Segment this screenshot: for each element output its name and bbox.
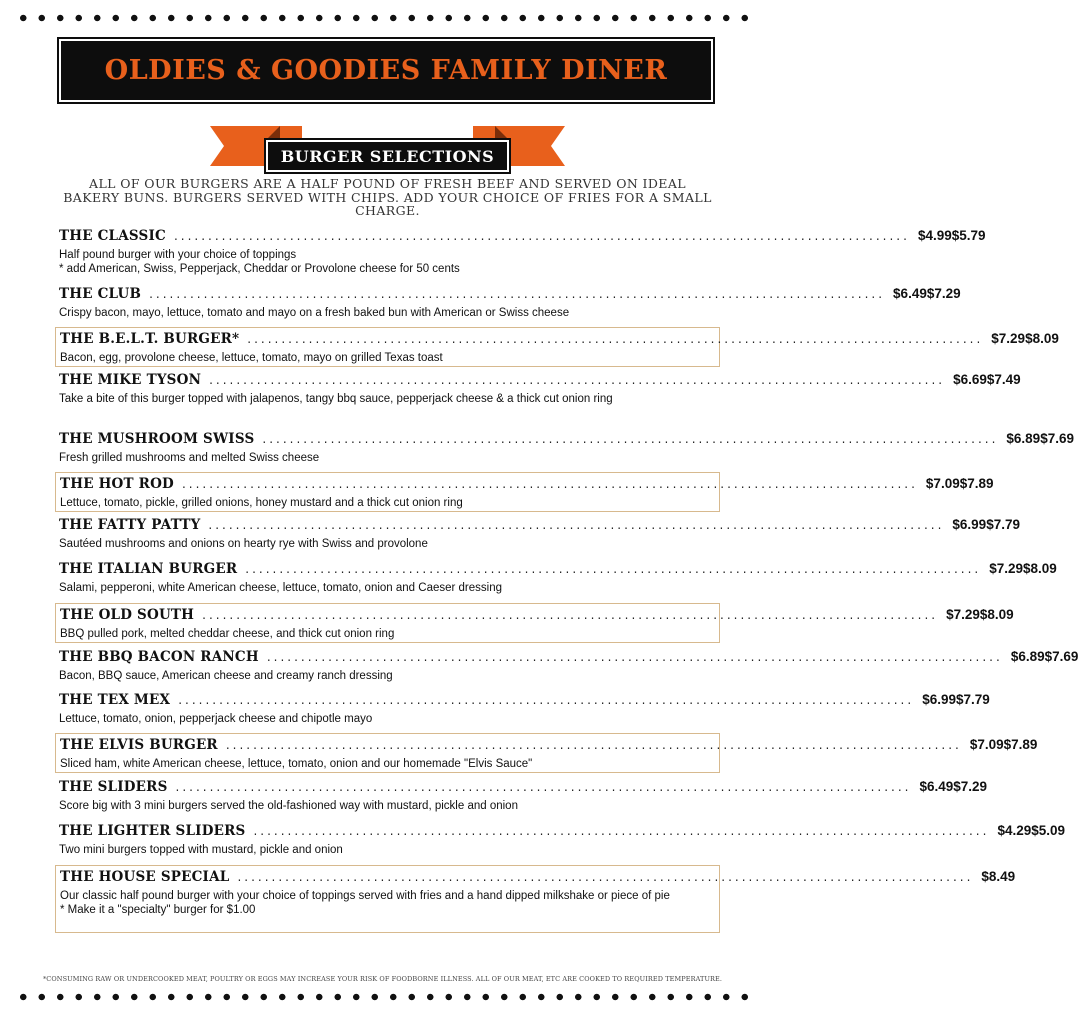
- bottom-dot-border: [14, 993, 754, 1001]
- menu-item-header: [60, 737, 1038, 755]
- dot-leader: ............................................................................................................: [237, 870, 974, 884]
- item-name: THE HOT ROD: [60, 476, 174, 492]
- dot-leader: ............................................................................................................: [173, 229, 910, 243]
- menu-item: [55, 372, 1021, 422]
- item-description: Fresh grilled mushrooms and melted Swiss cheese: [59, 452, 320, 464]
- double-price: $7.79: [955, 692, 990, 707]
- menu-item: [55, 865, 1016, 933]
- dot-leader: ............................................................................................................: [209, 373, 946, 387]
- dot-leader: ............................................................................................................: [253, 824, 990, 838]
- menu-item-header: [59, 228, 986, 246]
- dot-leader: ............................................................................................................: [175, 780, 912, 794]
- section-banner: [210, 122, 565, 180]
- menu-item: [55, 286, 961, 322]
- item-name: THE ELVIS BURGER: [60, 737, 218, 753]
- item-description: Lettuce, tomato, onion, pepperjack cheese and chipotle mayo: [59, 713, 373, 725]
- single-price: $6.99: [952, 517, 987, 532]
- dot-leader: ............................................................................................................: [149, 287, 886, 301]
- single-price: $7.09: [925, 476, 960, 491]
- item-description: Half pound burger with your choice of toppings: [59, 249, 297, 261]
- single-price: $6.89: [1006, 431, 1041, 446]
- double-price: $8.09: [1025, 331, 1059, 346]
- double-price: $7.69: [1040, 431, 1074, 446]
- item-description: Bacon, BBQ sauce, American cheese and creamy ranch dressing: [59, 670, 393, 682]
- single-price: $7.29: [946, 607, 980, 622]
- item-name: THE HOUSE SPECIAL: [60, 869, 230, 885]
- item-name: THE ITALIAN BURGER: [59, 561, 238, 577]
- item-description: Take a bite of this burger topped with jalapenos, tangy bbq sauce, pepperjack cheese & a thick cut onion ring: [59, 393, 613, 405]
- item-description: Score big with 3 mini burgers served the old-fashioned way with mustard, pickle and onion: [59, 800, 518, 812]
- item-description: Sautéed mushrooms and onions on hearty rye with Swiss and provolone: [59, 538, 428, 550]
- item-name: THE MIKE TYSON: [59, 372, 202, 388]
- section-title-label: [266, 140, 509, 172]
- menu-item: [55, 692, 990, 728]
- menu-item-header: [60, 607, 1014, 625]
- single-price: $6.99: [922, 692, 956, 707]
- item-note: * add American, Swiss, Pepperjack, Cheddar or Provolone cheese for 50 cents: [59, 263, 460, 275]
- double-price: $7.89: [959, 476, 994, 491]
- double-price: $5.09: [1031, 823, 1066, 838]
- double-price: $8.49: [981, 869, 1016, 884]
- dot-leader: ............................................................................................................: [266, 650, 1003, 664]
- single-price: $6.89: [1010, 649, 1045, 664]
- item-description: Crispy bacon, mayo, lettuce, tomato and mayo on a fresh baked bun with American or Swiss cheese: [59, 307, 570, 319]
- menu-item-header: [59, 517, 1020, 535]
- menu-item: [55, 517, 1020, 553]
- item-name: THE BBQ BACON RANCH: [59, 649, 259, 665]
- item-name: THE CLUB: [59, 286, 142, 302]
- menu-item: [55, 228, 986, 278]
- single-price: $4.99: [917, 228, 952, 243]
- dot-leader: ............................................................................................................: [202, 608, 939, 622]
- item-description: BBQ pulled pork, melted cheddar cheese, and thick cut onion ring: [60, 628, 395, 640]
- double-price: $7.79: [986, 517, 1020, 532]
- footer-disclaimer: *CONSUMING RAW OR UNDERCOOKED MEAT, POULTRY OR EGGS MAY INCREASE YOUR RISK OF FOODBORNE ILLNESS. ALL OF OUR MEAT, ETC ARE COOKED TO REQUIRED TEMPERATURE.: [42, 975, 723, 983]
- menu-item-header: [59, 823, 1066, 841]
- menu-item-header: [60, 331, 1059, 349]
- menu-item: [55, 327, 1059, 367]
- section-title: BURGER SELECTIONS: [280, 146, 495, 166]
- item-name: THE SLIDERS: [59, 779, 168, 795]
- item-name: THE TEX MEX: [59, 692, 171, 708]
- single-price: $6.49: [919, 779, 954, 794]
- single-price: $4.29: [997, 823, 1032, 838]
- menu-item: [55, 779, 988, 815]
- item-name: THE MUSHROOM SWISS: [59, 431, 255, 447]
- double-price: $8.09: [979, 607, 1014, 622]
- dot-leader: ............................................................................................................: [247, 332, 984, 346]
- double-price: $7.49: [986, 372, 1021, 387]
- menu-item: [55, 649, 1078, 685]
- menu-item-header: [60, 869, 1016, 887]
- item-description: Two mini burgers topped with mustard, pickle and onion: [59, 844, 343, 856]
- menu-item: [55, 431, 1074, 467]
- dot-leader: ............................................................................................................: [245, 562, 982, 576]
- item-name: THE LIGHTER SLIDERS: [59, 823, 246, 839]
- item-name: THE CLASSIC: [59, 228, 166, 244]
- single-price: $7.29: [991, 331, 1026, 346]
- dot-leader: ............................................................................................................: [225, 738, 962, 752]
- single-price: $6.49: [893, 286, 927, 301]
- menu-item-header: [59, 431, 1074, 449]
- menu-item-header: [59, 649, 1078, 667]
- menu-item-header: [59, 779, 988, 797]
- menu-item: [55, 561, 1057, 597]
- dot-leader: ............................................................................................................: [178, 693, 915, 707]
- menu-item: [55, 823, 1066, 859]
- restaurant-title-box: [61, 41, 711, 100]
- menu-item-header: [59, 286, 961, 304]
- dot-leader: ............................................................................................................: [262, 432, 999, 446]
- restaurant-name: OLDIES & GOODIES FAMILY DINER: [104, 55, 668, 86]
- single-price: $7.09: [969, 737, 1004, 752]
- top-dot-border: [14, 14, 754, 22]
- menu-item-header: [59, 372, 1021, 390]
- double-price: $8.09: [1023, 561, 1057, 576]
- single-price: $7.29: [989, 561, 1024, 576]
- intro-text: ALL OF OUR BURGERS ARE A HALF POUND OF FRESH BEEF AND SERVED ON IDEAL BAKERY BUNS. BURGERS SERVED WITH CHIPS. ADD YOUR CHOICE OF FRIES FOR A SMALL CHARGE.: [63, 176, 712, 219]
- double-price: $7.29: [926, 286, 961, 301]
- dot-leader: ............................................................................................................: [181, 477, 918, 491]
- single-price: $6.69: [953, 372, 987, 387]
- double-price: $5.79: [951, 228, 986, 243]
- dot-leader: ............................................................................................................: [208, 518, 945, 532]
- menu-item: [55, 472, 994, 512]
- double-price: $7.89: [1003, 737, 1038, 752]
- item-description: Lettuce, tomato, pickle, grilled onions, honey mustard and a thick cut onion ring: [60, 497, 463, 509]
- menu-item: [55, 603, 1014, 643]
- item-name: THE B.E.L.T. BURGER*: [60, 331, 240, 347]
- item-name: THE FATTY PATTY: [59, 517, 201, 533]
- menu-item-header: [59, 692, 990, 710]
- double-price: $7.29: [953, 779, 988, 794]
- item-description: Salami, pepperoni, white American cheese, lettuce, tomato, onion and Caeser dressing: [59, 582, 503, 594]
- item-name: THE OLD SOUTH: [60, 607, 195, 623]
- item-description: Our classic half pound burger with your choice of toppings served with fries and a hand dipped milkshake or piece of pie: [60, 890, 670, 902]
- item-description: Bacon, egg, provolone cheese, lettuce, tomato, mayo on grilled Texas toast: [60, 352, 443, 364]
- menu-item-header: [60, 476, 994, 494]
- menu-item: [55, 733, 1038, 773]
- double-price: $7.69: [1044, 649, 1078, 664]
- item-note: * Make it a "specialty" burger for $1.00: [60, 904, 256, 916]
- item-description: Sliced ham, white American cheese, lettuce, tomato, onion and our homemade "Elvis Sauce": [60, 758, 533, 770]
- menu-item-header: [59, 561, 1057, 579]
